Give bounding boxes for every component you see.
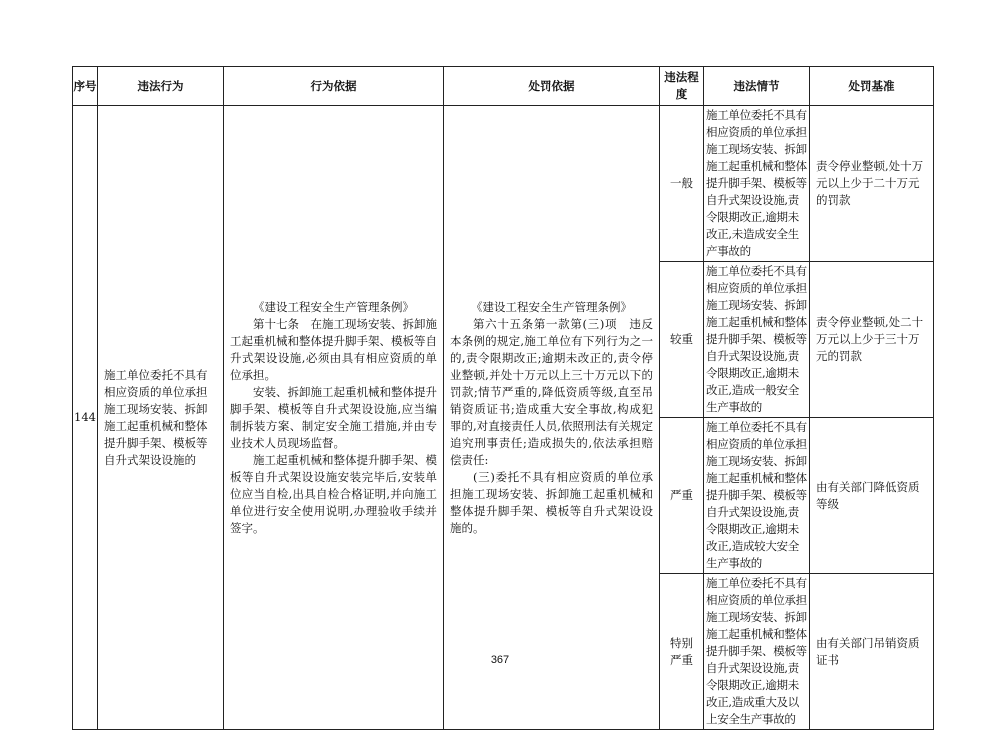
basis-cell (224, 106, 444, 730)
seq-cell: 144 (73, 106, 98, 730)
standard-cell: 责令停业整顿,处二十万元以上少于三十万元的罚款 (810, 262, 934, 418)
basis-paragraph: 第十七条 在施工现场安装、拆卸施工起重机械和整体提升脚手架、模板等自升式架设设施,必须由具有相应资质的单位承担。 (230, 316, 437, 382)
degree-cell: 严重 (660, 418, 704, 574)
basis-paragraph: 安装、拆卸施工起重机械和整体提升脚手架、模板等自升式架设设施,应当编制拆装方案、制定安全施工措施,并由专业技术人员现场监督。 (230, 384, 437, 450)
circumstance-cell: 施工单位委托不具有相应资质的单位承担施工现场安装、拆卸施工起重机械和整体提升脚手架、模板等自升式架设设施,责令限期改正,逾期未改正,造成重大及以上安全生产事故的 (704, 574, 810, 730)
penalty-paragraph: 第六十五条第一款第(三)项 违反本条例的规定,施工单位有下列行为之一的,责令限期改正;逾期未改正的,责令停业整顿,并处十万元以上三十万元以下的罚款;情节严重的,降低资质等级,直至吊销资质证书;造成重大安全事故,构成犯罪的,对直接责任人员,依照刑法有关规定追究刑事责任;造成损失的,依法承担赔偿责任: (450, 316, 653, 467)
standard-cell: 由有关部门降低资质等级 (810, 418, 934, 574)
basis-title: 《建设工程安全生产管理条例》 (253, 299, 414, 314)
basis-paragraph: 施工起重机械和整体提升脚手架、模板等自升式架设设施安装完毕后,安装单位应当自检,出具自检合格证明,并向施工单位进行安全使用说明,办理验收手续并签字。 (230, 452, 437, 535)
page-number: 367 (490, 654, 510, 666)
degree-text: 特别严重 (670, 635, 693, 667)
circumstance-cell: 施工单位委托不具有相应资质的单位承担施工现场安装、拆卸施工起重机械和整体提升脚手架、模板等自升式架设设施,责令限期改正,逾期未改正,未造成安全生产事故的 (704, 106, 810, 262)
standard-cell: 由有关部门吊销资质证书 (810, 574, 934, 730)
header-violation: 违法行为 (98, 67, 224, 106)
header-basis: 行为依据 (224, 67, 444, 106)
header-penalty-basis: 处罚依据 (444, 67, 660, 106)
header-row (73, 67, 934, 106)
circumstance-cell: 施工单位委托不具有相应资质的单位承担施工现场安装、拆卸施工起重机械和整体提升脚手架、模板等自升式架设设施,责令限期改正,逾期未改正,造成较大安全生产事故的 (704, 418, 810, 574)
table-row (73, 106, 934, 262)
header-seq: 序号 (73, 67, 98, 106)
violation-cell: 施工单位委托不具有相应资质的单位承担施工现场安装、拆卸施工起重机械和整体提升脚手架、模板等自升式架设设施的 (98, 106, 224, 730)
degree-cell (660, 574, 704, 730)
header-standard: 处罚基准 (810, 67, 934, 106)
standard-cell: 责令停业整顿,处十万元以上少于二十万元的罚款 (810, 106, 934, 262)
penalty-paragraph: (三)委托不具有相应资质的单位承担施工现场安装、拆卸施工起重机械和整体提升脚手架、模板等自升式架设设施的。 (450, 469, 653, 535)
header-circumstance: 违法情节 (704, 67, 810, 106)
penalty-standard-table (72, 66, 934, 730)
degree-cell: 较重 (660, 262, 704, 418)
circumstance-cell: 施工单位委托不具有相应资质的单位承担施工现场安装、拆卸施工起重机械和整体提升脚手架、模板等自升式架设设施,责令限期改正,逾期未改正,造成一般安全生产事故的 (704, 262, 810, 418)
penalty-basis-cell (444, 106, 660, 730)
degree-cell: 一般 (660, 106, 704, 262)
penalty-title: 《建设工程安全生产管理条例》 (471, 299, 632, 314)
header-degree: 违法程度 (660, 67, 704, 106)
